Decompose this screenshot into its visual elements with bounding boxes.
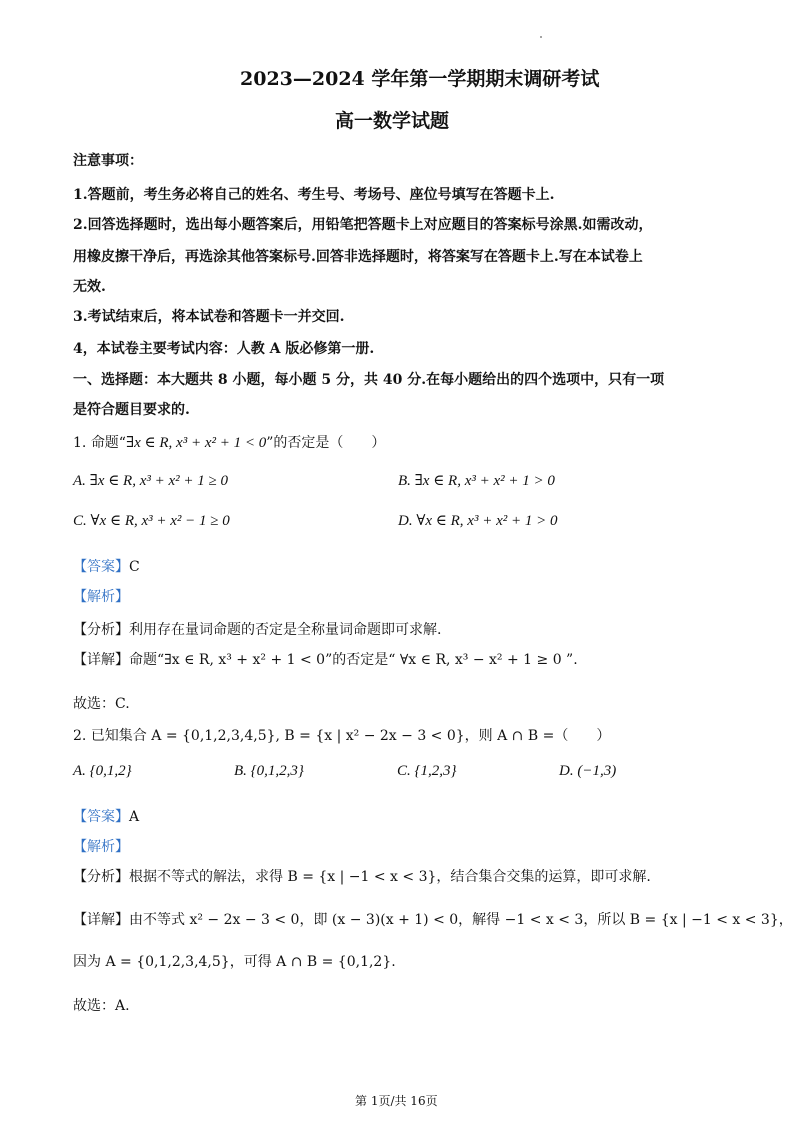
- note-2-line-1: 2.回答选择题时，选出每小题答案后，用铅笔把答题卡上对应题目的答案标号涂黑.如需改动，: [73, 217, 653, 233]
- corner-dot: [540, 36, 542, 38]
- fenxi-text: 利用存在量词命题的否定是全称量词命题即可求解.: [129, 622, 442, 638]
- note-4: 4，本试卷主要考试内容：人教 A 版必修第一册.: [73, 341, 375, 357]
- q2-analysis-tag: 【解析】: [73, 839, 129, 855]
- section-intro-line-2: 是符合题目要求的.: [73, 402, 190, 418]
- note-1: 1.答题前，考生务必将自己的姓名、考生号、考场号、座位号填写在答题卡上.: [73, 187, 555, 203]
- q1-option-d: D. ∀x ∈ R, x³ + x² + 1 > 0: [398, 513, 558, 529]
- question-suffix: ”的否定是（ ）: [266, 435, 386, 451]
- q1-fenxi: [73, 619, 441, 639]
- fenxi-tag: 【分析】: [73, 869, 129, 885]
- note-2-line-3: 无效.: [73, 279, 106, 295]
- q1-answer: [73, 556, 140, 576]
- exam-subtitle: 高一数学试题: [335, 110, 450, 132]
- question-number: 2.: [73, 728, 87, 744]
- q2-fenxi: [73, 866, 651, 886]
- answer-value: C: [129, 559, 140, 575]
- page-footer: 第 1页/共 16页: [355, 1094, 438, 1108]
- notes-heading: 注意事项：: [73, 153, 143, 169]
- q1-option-b: B. ∃x ∈ R, x³ + x² + 1 > 0: [398, 473, 555, 489]
- q2-xiangjie-line-1: [73, 909, 793, 929]
- q1-xiangjie: [73, 649, 578, 669]
- section-intro-line-1: 一、选择题：本大题共 8 小题，每小题 5 分，共 40 分.在每小题给出的四个选项中，只有一项: [73, 372, 665, 388]
- q2-option-a: A. {0,1,2}: [73, 763, 132, 779]
- q2-option-d: D. (−1,3): [559, 763, 617, 779]
- question-2-stem: [73, 725, 610, 745]
- note-2-line-2: 用橡皮擦干净后，再选涂其他答案标号.回答非选择题时，将答案写在答题卡上.写在本试卷上: [73, 249, 643, 265]
- q2-xiangjie-line-2: 因为 A = {0,1,2,3,4,5}，可得 A ∩ B = {0,1,2}.: [73, 954, 396, 970]
- note-3: 3.考试结束后，将本试卷和答题卡一并交回.: [73, 309, 345, 325]
- xiangjie-text: 命题“∃x ∈ R, x³ + x² + 1 < 0”的否定是“ ∀x ∈ R, x³ − x² + 1 ≥ 0 ”.: [129, 652, 578, 668]
- answer-value: A: [129, 809, 140, 825]
- question-number: 1.: [73, 435, 87, 451]
- answer-tag: 【答案】: [73, 559, 129, 575]
- proposition-expression: ∃x ∈ R, x³ + x² + 1 < 0: [125, 435, 267, 451]
- q1-analysis-tag: 【解析】: [73, 589, 129, 605]
- q1-conclusion: 故选：C.: [73, 696, 130, 712]
- exam-title: 2023—2024 学年第一学期期末调研考试: [240, 68, 600, 90]
- question-1-stem: [73, 432, 385, 452]
- q2-option-b: B. {0,1,2,3}: [234, 763, 304, 779]
- q2-option-c: C. {1,2,3}: [397, 763, 457, 779]
- question-prefix: 命题“: [90, 435, 126, 451]
- answer-tag: 【答案】: [73, 809, 129, 825]
- fenxi-tag: 【分析】: [73, 622, 129, 638]
- q2-answer: [73, 806, 139, 826]
- xiangjie-text: 由不等式 x² − 2x − 3 < 0，即 (x − 3)(x + 1) < 0，解得 −1 < x < 3，所以 B = {x | −1 < x < 3}，: [129, 912, 793, 928]
- fenxi-text: 根据不等式的解法，求得 B = {x | −1 < x < 3}，结合集合交集的运算，即可求解.: [129, 869, 651, 885]
- xiangjie-tag: 【详解】: [73, 652, 129, 668]
- question-text: 已知集合 A = {0,1,2,3,4,5}, B = {x | x² − 2x − 3 < 0}，则 A ∩ B =（ ）: [90, 728, 611, 744]
- q1-option-c: C. ∀x ∈ R, x³ + x² − 1 ≥ 0: [73, 513, 230, 529]
- q2-conclusion: 故选：A.: [73, 998, 130, 1014]
- xiangjie-tag: 【详解】: [73, 912, 129, 928]
- q1-option-a: A. ∃x ∈ R, x³ + x² + 1 ≥ 0: [73, 473, 229, 489]
